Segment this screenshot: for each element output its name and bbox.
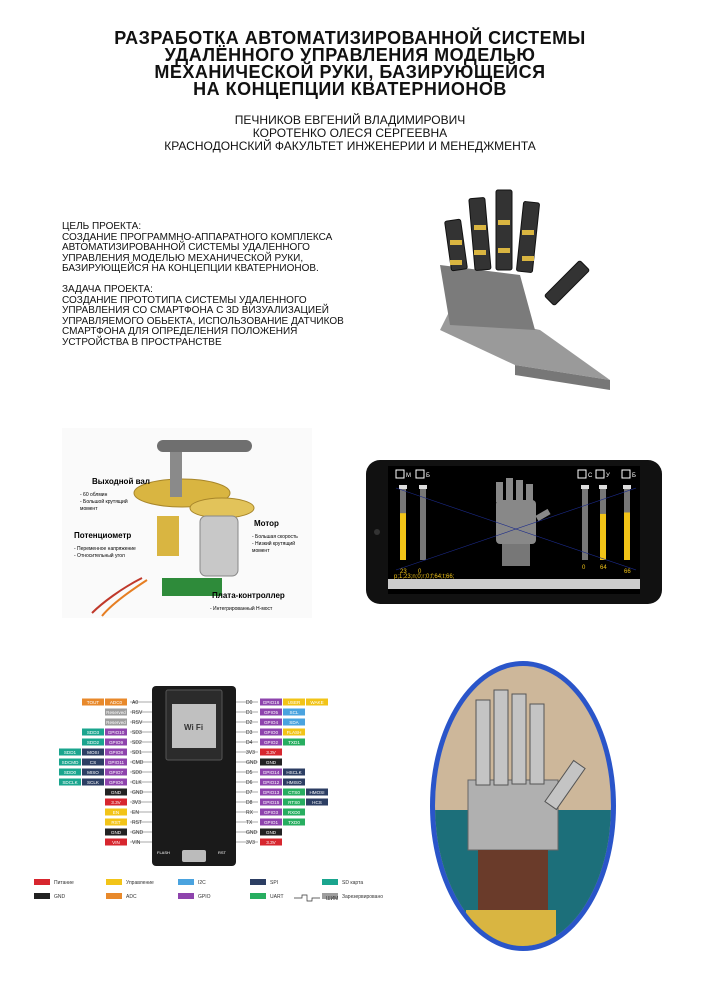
legend-swatch — [106, 893, 122, 899]
left-pin-number: GND — [132, 790, 144, 797]
motor-title: Мотор — [254, 519, 279, 528]
slider-fill-4 — [600, 514, 606, 560]
right-pin-number: 3V3 — [246, 750, 255, 757]
right-pin-number: D6 — [246, 780, 253, 787]
left-pin-label: EN — [112, 810, 120, 815]
poster-title — [30, 30, 670, 98]
right-pin-label: CTS0 — [288, 790, 300, 795]
legend-label: SD карта — [342, 880, 364, 886]
left-pin-number: SD1 — [132, 750, 142, 757]
finger-3 — [496, 190, 512, 270]
task-heading: ЗАДАЧА ПРОЕКТА: — [62, 283, 153, 295]
right-pin-label: FLASH — [286, 730, 302, 735]
left-pin-label: GPIO8 — [108, 750, 124, 755]
left-pin-number: RSV — [132, 710, 143, 717]
usb-port — [182, 850, 206, 862]
right-pin-number: RX — [246, 810, 253, 817]
right-pin-label: SDA — [289, 720, 299, 725]
left-pin-number: SD2 — [132, 740, 142, 747]
pot-title: Потенциометр — [74, 531, 132, 540]
author-2: КОРОТЕНКО ОЛЕСЯ СЕРГЕЕВНА — [252, 126, 448, 140]
hand3d-finger-2 — [506, 478, 513, 502]
left-pin-number: CMD — [132, 760, 144, 767]
faculty: КРАСНОДОНСКИЙ ФАКУЛЬТЕТ ИНЖЕНЕРИИ И МЕНЕДЖМЕНТА — [164, 139, 536, 153]
left-pin-label: Reserved — [106, 710, 126, 715]
slider-fill-1 — [400, 513, 406, 560]
legend-label: Питание — [54, 880, 74, 886]
left-pin-label: VIN — [112, 840, 120, 845]
legend-swatch — [178, 879, 194, 885]
left-pin-label: Reserved — [106, 720, 126, 725]
right-pin-label: GPIO2 — [263, 740, 279, 745]
right-pin-label: GPIO5 — [263, 710, 279, 715]
left-pin-label: 3.3V — [111, 800, 121, 805]
left-pin-label: GPIO6 — [108, 780, 124, 785]
right-value-1: 0 — [582, 565, 586, 571]
right-pin-label: GND — [265, 760, 277, 765]
right-pin-label: RXD0 — [287, 810, 301, 815]
right-pin-label: WAKE — [310, 700, 324, 705]
left-pin-label: SDD3 — [86, 730, 100, 735]
left-pin-label: GND — [110, 830, 122, 835]
servo-shaft — [170, 452, 182, 497]
hand3d-finger-1 — [496, 482, 503, 502]
right-pin-label: HSCLK — [286, 770, 302, 775]
right-pin-number: D1 — [246, 710, 253, 717]
left-value-2: 0 — [418, 569, 422, 575]
servo-potentiometer — [157, 516, 179, 556]
right-pin-label: USER — [287, 700, 301, 705]
right-pin-label: GPIO1 — [263, 820, 279, 825]
goal-text: СОЗДАНИЕ ПРОГРАММНО-АППАРАТНОГО КОМПЛЕКСА АВТОМАТИЗИРОВАННОЙ СИСТЕМЫ УДАЛЕННОГО УПРАВЛЕНИЯ МОДЕЛЬЮ МЕХАНИЧЕСКОЙ РУКИ, БАЗИРУЮЩЕЙСЯ НА КОНЦЕПЦИИ КВАТЕРНИОНОВ. — [62, 231, 333, 275]
legend-swatch — [106, 879, 122, 885]
left-pin-label: SDCMD — [61, 760, 79, 765]
right-value-3: 66 — [624, 569, 631, 575]
legend-swatch-pwm — [294, 895, 320, 901]
legend-label: GND — [54, 894, 66, 900]
checkbox-label-b1: Б — [426, 473, 430, 479]
left-pin-number: CLK — [132, 780, 142, 787]
left-pin-number: 3V3 — [132, 800, 141, 807]
right-pin-label: GND — [265, 830, 277, 835]
robot-hand-render — [420, 180, 620, 395]
right-pin-label: GPIO4 — [263, 720, 279, 725]
right-pin-number: GND — [246, 830, 258, 837]
right-pin-number: D0 — [246, 700, 253, 707]
left-pin-number: RST — [132, 820, 142, 827]
hand3d-base — [502, 544, 530, 566]
hand3d-finger-4 — [526, 484, 533, 502]
left-pin-label: GPIO10 — [107, 730, 125, 735]
right-pin-label: TXD1 — [288, 740, 300, 745]
photo-servo-stack — [478, 850, 548, 910]
right-pin-label: SCL — [289, 710, 299, 715]
right-pin-label: 3.3V — [266, 840, 276, 845]
hand-palm — [440, 265, 535, 330]
legend-label: GPIO — [198, 894, 211, 900]
right-pin-label: RTS0 — [288, 800, 300, 805]
left-pin-label: GPIO9 — [108, 740, 124, 745]
legend-label: SPI — [270, 880, 279, 886]
title-line-4: НА КОНЦЕПЦИИ КВАТЕРНИОНОВ — [193, 79, 507, 99]
project-description — [62, 222, 362, 359]
checkbox-label-b2: Б — [632, 473, 636, 479]
servo-horn — [157, 440, 252, 452]
servo-motor — [200, 516, 238, 576]
right-pin-number: GND — [246, 760, 258, 767]
phone-app-screenshot — [366, 460, 662, 604]
right-pin-number: D7 — [246, 790, 253, 797]
right-pin-label: 3.3V — [266, 750, 276, 755]
left-pin-label: ADC0 — [109, 700, 123, 705]
title-line-2: УДАЛЁННОГО УПРАВЛЕНИЯ МОДЕЛЬЮ — [164, 45, 536, 65]
right-pin-label: TXD0 — [288, 820, 300, 825]
legend-swatch — [250, 879, 266, 885]
chip-label: Wi Fi — [184, 723, 204, 732]
legend-swatch — [34, 879, 50, 885]
right-pin-number: D8 — [246, 800, 253, 807]
legend-label: ADC — [126, 894, 137, 900]
hand3d-palm — [496, 500, 536, 544]
left-pin-number: A0 — [132, 700, 139, 707]
left-pin-number: RSV — [132, 720, 143, 727]
motor-note-1: - Большая скорость — [252, 534, 298, 540]
slider-handle-2[interactable] — [419, 485, 427, 489]
right-pin-number: D3 — [246, 730, 253, 737]
legend-swatch — [250, 893, 266, 899]
checkbox-label-u: У — [606, 473, 610, 479]
legend-swatch — [178, 893, 194, 899]
finger-4 — [516, 201, 539, 272]
right-pin-label: GPIO13 — [262, 790, 280, 795]
legend-label: Управление — [126, 880, 154, 886]
photo-finger-2 — [494, 690, 508, 785]
goal-heading: ЦЕЛЬ ПРОЕКТА: — [62, 221, 142, 232]
task-text: СОЗДАНИЕ ПРОТОТИПА СИСТЕМЫ УДАЛЕННОГО УПРАВЛЕНИЯ СО СМАРТФОНА С 3D ВИЗУАЛИЗАЦИЕЙ УПРАВЛЯЕМОГО ОБЬЕКТА, ИСПОЛЬЗОВАНИЕ ДАТЧИКОВ СМАРТФОНА ДЛЯ ОПРЕДЕЛЕНИЯ ПОЛОЖЕНИЯ УСТРОЙСТВА В ПРОСТРАНСТВЕ — [62, 294, 344, 348]
authors-block — [60, 114, 640, 153]
legend-swatch — [34, 893, 50, 899]
pot-note-2: - Относительный угол — [74, 553, 125, 559]
photo-content — [428, 660, 618, 952]
left-pin-label: GPIO11 — [107, 760, 125, 765]
servo-diagram — [62, 428, 312, 618]
left-pin-label: SDD0 — [63, 770, 77, 775]
left-pin-label: CS — [89, 760, 97, 765]
left-pin-number: SD3 — [132, 730, 142, 737]
left-pin-number: EN — [132, 810, 139, 817]
slider-handle-1[interactable] — [399, 485, 407, 489]
right-pin-number: TX — [246, 820, 253, 827]
left-pin-label: RST — [111, 820, 121, 825]
photo-finger-4 — [530, 704, 544, 784]
left-pin-label: SCLK — [86, 780, 100, 785]
board-title: Плата-контроллер — [212, 591, 285, 600]
pot-note-1: - Переменное напряжение — [74, 546, 136, 552]
left-pin-label: GND — [110, 790, 122, 795]
left-pin-number: GND — [132, 830, 144, 837]
legend-label: I2C — [198, 880, 206, 886]
robot-hand-photo — [428, 660, 618, 952]
thumb — [544, 260, 589, 305]
left-pin-label: MISO — [87, 770, 99, 775]
left-value-1: 23 — [400, 569, 407, 575]
left-pin-label: MOSI — [87, 750, 99, 755]
right-pin-number: D4 — [246, 740, 253, 747]
checkbox-label-s: С — [588, 473, 593, 479]
right-pin-label: GPIO16 — [262, 700, 280, 705]
right-pin-number: D2 — [246, 720, 253, 727]
legend-label: UART — [270, 894, 284, 900]
right-pin-label: GPIO12 — [262, 780, 280, 785]
legend-label: Зарезервировано — [342, 894, 383, 900]
left-pin-label: SDD2 — [86, 740, 100, 745]
left-pin-label: SDCLK — [62, 780, 78, 785]
right-pin-label: HCS — [312, 800, 322, 805]
motor-note-2: - Низкий крутящий — [252, 541, 296, 547]
left-pin-number: VIN — [132, 840, 141, 847]
board-note-1: - Интегрированный Н-мост — [210, 606, 273, 612]
pin-legend — [34, 879, 383, 902]
slider-handle-3[interactable] — [581, 485, 589, 489]
left-pin-number: SD0 — [132, 770, 142, 777]
board-label-flash: FLASH — [157, 850, 170, 855]
legend-swatch — [322, 879, 338, 885]
finger-2 — [469, 197, 491, 270]
author-1: ПЕЧНИКОВ ЕВГЕНИЙ ВЛАДИМИРОВИЧ — [234, 113, 466, 127]
left-pin-label: TOUT — [86, 700, 100, 705]
right-pin-label: GPIO15 — [262, 800, 280, 805]
right-pin-label: GPIO14 — [262, 770, 280, 775]
right-pin-label: HMOSI — [309, 790, 325, 795]
task-paragraph — [62, 285, 362, 349]
left-pin-label: GPIO7 — [108, 770, 124, 775]
board-label-rst: RST — [218, 850, 226, 855]
legend-label-pwm: ШИМ — [326, 896, 339, 902]
shaft-note-2: - Большой крутящий — [80, 499, 128, 505]
motor-note-3: момент — [252, 548, 270, 554]
phone-camera-icon — [374, 529, 380, 535]
servo-gear-small — [190, 498, 254, 518]
phone-readout: p;1;23;n;0;r;0;f;64;t;66; — [394, 574, 455, 580]
right-pin-label: HMISO — [286, 780, 302, 785]
right-pin-number: 3V3 — [246, 840, 255, 847]
photo-finger-3 — [512, 694, 526, 784]
right-value-2: 64 — [600, 565, 607, 571]
right-pin-label: GPIO0 — [263, 730, 279, 735]
shaft-title: Выходной вал — [92, 477, 150, 486]
hand3d-finger-3 — [516, 480, 523, 502]
slider-track-2[interactable] — [420, 488, 426, 560]
photo-palm — [468, 780, 558, 850]
title-line-1: РАЗРАБОТКА АВТОМАТИЗИРОВАННОЙ СИСТЕМЫ — [114, 28, 586, 48]
photo-finger-1 — [476, 700, 490, 785]
nodemcu-pinout — [26, 672, 396, 912]
slider-track-3[interactable] — [582, 488, 588, 560]
checkbox-label-m: М — [406, 473, 411, 479]
slider-handle-4[interactable] — [599, 485, 607, 489]
right-pin-number: D5 — [246, 770, 253, 777]
shaft-note-1: - 60 облмин — [80, 492, 108, 498]
left-pin-label: SDD1 — [63, 750, 77, 755]
slider-handle-5[interactable] — [623, 485, 631, 489]
slider-fill-5 — [624, 512, 630, 560]
right-pin-label: GPIO3 — [263, 810, 279, 815]
goal-paragraph — [62, 222, 362, 275]
shaft-note-3: момент — [80, 506, 98, 512]
title-line-3: МЕХАНИЧЕСКОЙ РУКИ, БАЗИРУЮЩЕЙСЯ — [154, 62, 546, 82]
